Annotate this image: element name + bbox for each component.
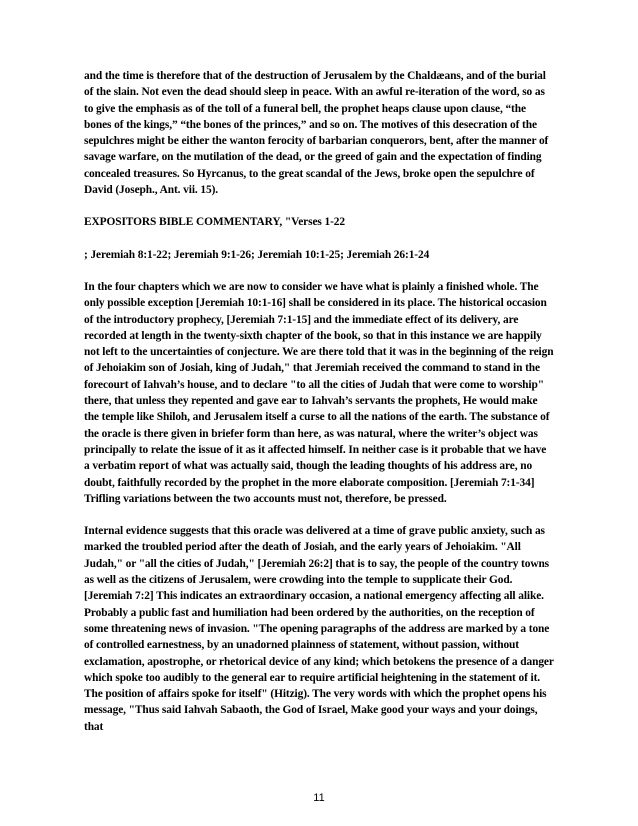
scripture-references: ; Jeremiah 8:1-22; Jeremiah 9:1-26; Jeremiah 10:1-25; Jeremiah 26:1-24: [84, 248, 430, 261]
paragraph-four-chapters: In the four chapters which we are now to consider we have what is plainly a finished whole. The only possible exception [Jeremiah 10:1-16] shall be considered in its place. The historical occasion of the introductory prophecy, [Jeremiah 7:1-15] and the immediate effect of its delivery, are recorded at length in the twenty-sixth chapter of the book, so that in this instance we are happily not left to the uncertainties of conjecture. We are there told that it was in the beginning of the reign of Jehoiakim son of Josiah, king of Judah," that Jeremiah received the command to stand in the forecourt of Iahvah’s house, and to declare "to all the cities of Judah that were come to worship" there, that unless they repented and gave ear to Iahvah’s servants the prophets, He would make the temple like Shiloh, and Jerusalem itself a curse to all the nations of the earth. The substance of the oracle is there given in briefer form than here, as was natural, where the writer’s object was principally to relate the issue of it as it affected himself. In neither case is it probable that we have a verbatim report of what was actually said, though the leading thoughts of his address are, no doubt, faithfully recorded by the prophet in the more elaborate composition. [Jeremiah 7:1-34] Trifling variations between the two accounts must not, therefore, be pressed.: [84, 280, 554, 505]
document-page: [84, 68, 554, 735]
section-heading: EXPOSITORS BIBLE COMMENTARY, "Verses 1-22: [84, 216, 345, 229]
page-number: 11: [313, 792, 325, 804]
paragraph-internal-evidence: Internal evidence suggests that this oracle was delivered at a time of grave public anxiety, such as marked the troubled period after the death of Josiah, and the early years of Jehoiakim. "All Judah," or "all the cities of Judah," [Jeremiah 26:2] that is to say, the people of the country towns as well as the citizens of Jerusalem, were crowding into the temple to supplicate their God. [Jeremiah 7:2] This indicates an extraordinary occasion, a national emergency affecting all alike. Probably a public fast and humiliation had been ordered by the authorities, on the reception of some threatening news of invasion. "The opening paragraphs of the address are marked by a tone of controlled earnestness, by an unadorned plainness of statement, without passion, without exclamation, apostrophe, or rhetorical device of any kind; which betokens the presence of a danger which spoke too audibly to the general ear to require artificial heightening in the statement of it. The position of affairs spoke for itself" (Hitzig). The very words with which the prophet opens his message, "Thus said Iahvah Sabaoth, the God of Israel, Make good your ways and your doings, that: [84, 525, 554, 733]
paragraph-sepulchres: and the time is therefore that of the destruction of Jerusalem by the Chaldæans, and of the burial of the slain. Not even the dead should sleep in peace. With an awful re-iteration of the word, so as to give the emphasis as of the toll of a funeral bell, the prophet heaps clause upon clause, “the bones of the kings,” “the bones of the princes,” and so on. The motives of this desecration of the sepulchres might be either the wanton ferocity of barbarian conquerors, bent, after the manner of savage warfare, on the mutilation of the dead, or the greed of gain and the expectation of finding concealed treasures. So Hyrcanus, to the great scandal of the Jews, broke open the sepulchre of David (Joseph., Ant. vii. 15).: [84, 70, 549, 197]
